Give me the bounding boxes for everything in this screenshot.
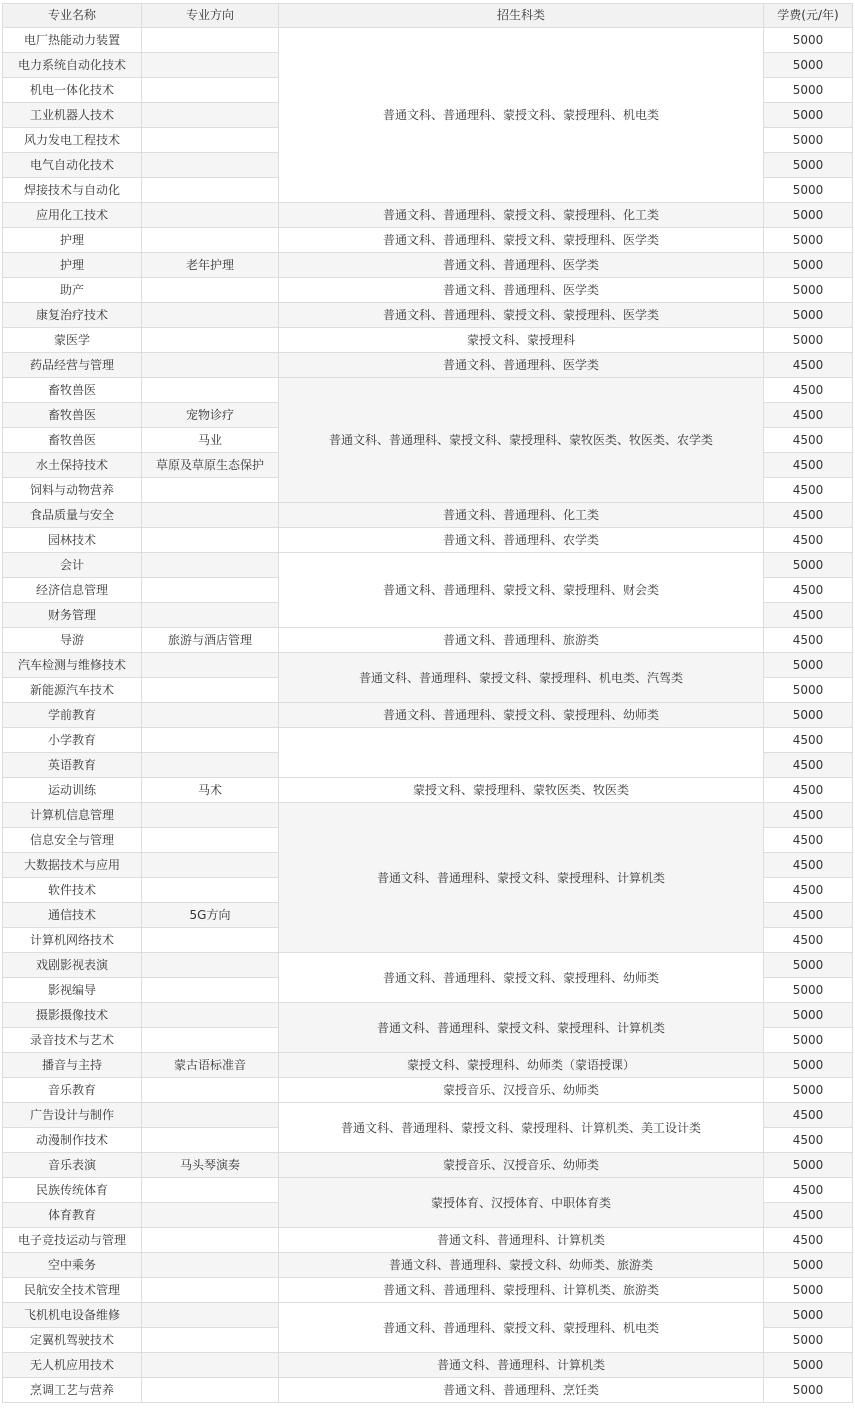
table-row: [3, 1078, 853, 1103]
direction-cell: [142, 1303, 279, 1328]
fee-cell: 5000: [764, 1353, 853, 1378]
major-name-cell: 园林技术: [3, 528, 142, 553]
major-name-cell: 英语教育: [3, 753, 142, 778]
direction-cell: [142, 328, 279, 353]
major-name-cell: 康复治疗技术: [3, 303, 142, 328]
fee-cell: 5000: [764, 1028, 853, 1053]
direction-cell: [142, 1003, 279, 1028]
major-name-cell: 戏剧影视表演: [3, 953, 142, 978]
header-direction: 专业方向: [142, 4, 279, 28]
major-name-cell: 饲料与动物营养: [3, 478, 142, 503]
direction-cell: 旅游与酒店管理: [142, 628, 279, 653]
direction-cell: [142, 753, 279, 778]
fee-cell: 4500: [764, 903, 853, 928]
direction-cell: 草原及草原生态保护: [142, 453, 279, 478]
fee-cell: 5000: [764, 278, 853, 303]
fee-cell: 4500: [764, 1228, 853, 1253]
direction-cell: [142, 853, 279, 878]
category-cell: 普通文科、普通理科、蒙授文科、蒙授理科、机电类: [279, 28, 764, 203]
category-cell: 普通文科、普通理科、蒙授文科、蒙授理科、医学类: [279, 303, 764, 328]
table-row: [3, 303, 853, 328]
major-name-cell: 播音与主持: [3, 1053, 142, 1078]
direction-cell: 马头琴演奏: [142, 1153, 279, 1178]
category-cell: 蒙授文科、蒙授理科、幼师类（蒙语授课）: [279, 1053, 764, 1078]
category-cell: 蒙授体育、汉授体育、中职体育类: [279, 1178, 764, 1228]
direction-cell: [142, 1378, 279, 1403]
fee-cell: 5000: [764, 153, 853, 178]
fee-cell: 5000: [764, 128, 853, 153]
fee-cell: 5000: [764, 553, 853, 578]
table-row: [3, 28, 853, 53]
table-row: [3, 1153, 853, 1178]
direction-cell: [142, 653, 279, 678]
major-name-cell: 电子竞技运动与管理: [3, 1228, 142, 1253]
table-row: [3, 953, 853, 978]
table-row: [3, 1353, 853, 1378]
major-name-cell: 无人机应用技术: [3, 1353, 142, 1378]
category-cell: 普通文科、普通理科、蒙授文科、蒙授理科、机电类: [279, 1303, 764, 1353]
table-row: [3, 1253, 853, 1278]
fee-cell: 5000: [764, 978, 853, 1003]
fee-cell: 4500: [764, 528, 853, 553]
direction-cell: [142, 1228, 279, 1253]
major-name-cell: 广告设计与制作: [3, 1103, 142, 1128]
table-row: [3, 1278, 853, 1303]
fee-cell: 4500: [764, 1203, 853, 1228]
major-name-cell: 焊接技术与自动化: [3, 178, 142, 203]
major-name-cell: 食品质量与安全: [3, 503, 142, 528]
fee-cell: 5000: [764, 303, 853, 328]
fee-cell: 5000: [764, 703, 853, 728]
category-cell: 普通文科、普通理科、旅游类: [279, 628, 764, 653]
direction-cell: 5G方向: [142, 903, 279, 928]
major-name-cell: 工业机器人技术: [3, 103, 142, 128]
category-cell: 普通文科、普通理科、蒙授文科、蒙授理科、财会类: [279, 553, 764, 628]
major-name-cell: 蒙医学: [3, 328, 142, 353]
fee-cell: 5000: [764, 228, 853, 253]
fee-cell: 4500: [764, 378, 853, 403]
table-row: [3, 728, 853, 753]
major-name-cell: 电力系统自动化技术: [3, 53, 142, 78]
category-cell: 普通文科、普通理科、烹饪类: [279, 1378, 764, 1403]
major-name-cell: 音乐表演: [3, 1153, 142, 1178]
fee-cell: 5000: [764, 253, 853, 278]
table-row: [3, 378, 853, 403]
fee-cell: 4500: [764, 828, 853, 853]
category-cell: 蒙授音乐、汉授音乐、幼师类: [279, 1153, 764, 1178]
direction-cell: [142, 1028, 279, 1053]
direction-cell: [142, 203, 279, 228]
table-row: [3, 778, 853, 803]
table-row: [3, 703, 853, 728]
major-name-cell: 护理: [3, 253, 142, 278]
table-body: [3, 28, 853, 1403]
direction-cell: [142, 1178, 279, 1203]
major-name-cell: 畜牧兽医: [3, 403, 142, 428]
major-name-cell: 电气自动化技术: [3, 153, 142, 178]
direction-cell: [142, 503, 279, 528]
category-cell: 普通文科、普通理科、蒙授文科、蒙授理科、幼师类: [279, 703, 764, 728]
major-name-cell: 民航安全技术管理: [3, 1278, 142, 1303]
category-cell: 蒙授文科、蒙授理科、蒙牧医类、牧医类: [279, 778, 764, 803]
major-name-cell: 水土保持技术: [3, 453, 142, 478]
table-row: [3, 553, 853, 578]
major-name-cell: 应用化工技术: [3, 203, 142, 228]
category-cell: 普通文科、普通理科、化工类: [279, 503, 764, 528]
direction-cell: [142, 1278, 279, 1303]
table-header-row: [3, 4, 853, 28]
table-row: [3, 503, 853, 528]
direction-cell: [142, 928, 279, 953]
major-name-cell: 民族传统体育: [3, 1178, 142, 1203]
direction-cell: [142, 953, 279, 978]
fee-cell: 4500: [764, 778, 853, 803]
direction-cell: [142, 53, 279, 78]
fee-cell: 4500: [764, 1178, 853, 1203]
direction-cell: [142, 303, 279, 328]
category-cell: 普通文科、普通理科、医学类: [279, 278, 764, 303]
fee-cell: 4500: [764, 353, 853, 378]
fee-cell: 5000: [764, 203, 853, 228]
major-name-cell: 飞机机电设备维修: [3, 1303, 142, 1328]
fee-cell: 5000: [764, 953, 853, 978]
direction-cell: [142, 803, 279, 828]
category-cell: 普通文科、普通理科、蒙授文科、蒙授理科、机电类、汽驾类: [279, 653, 764, 703]
fee-cell: 4500: [764, 403, 853, 428]
major-name-cell: 电厂热能动力装置: [3, 28, 142, 53]
category-cell: 普通文科、普通理科、计算机类: [279, 1228, 764, 1253]
major-name-cell: 畜牧兽医: [3, 378, 142, 403]
major-name-cell: 通信技术: [3, 903, 142, 928]
direction-cell: [142, 353, 279, 378]
fee-cell: 5000: [764, 1253, 853, 1278]
table-row: [3, 1378, 853, 1403]
major-name-cell: 导游: [3, 628, 142, 653]
fee-cell: 5000: [764, 103, 853, 128]
direction-cell: [142, 1253, 279, 1278]
category-cell: 普通文科、普通理科、医学类: [279, 353, 764, 378]
fee-cell: 5000: [764, 1303, 853, 1328]
table-row: [3, 1178, 853, 1203]
major-name-cell: 计算机网络技术: [3, 928, 142, 953]
direction-cell: [142, 678, 279, 703]
category-cell: 普通文科、普通理科、蒙授文科、蒙授理科、计算机类、美工设计类: [279, 1103, 764, 1153]
table-row: [3, 528, 853, 553]
major-name-cell: 信息安全与管理: [3, 828, 142, 853]
fee-cell: 5000: [764, 678, 853, 703]
direction-cell: [142, 553, 279, 578]
fee-cell: 5000: [764, 1003, 853, 1028]
major-name-cell: 空中乘务: [3, 1253, 142, 1278]
category-cell: 普通文科、普通理科、蒙授文科、蒙授理科、蒙牧医类、牧医类、农学类: [279, 378, 764, 503]
fee-cell: 4500: [764, 603, 853, 628]
category-cell: 普通文科、普通理科、蒙授文科、蒙授理科、医学类: [279, 228, 764, 253]
major-name-cell: 小学教育: [3, 728, 142, 753]
table-row: [3, 1003, 853, 1028]
major-name-cell: 动漫制作技术: [3, 1128, 142, 1153]
major-name-cell: 定翼机驾驶技术: [3, 1328, 142, 1353]
fee-cell: 5000: [764, 653, 853, 678]
fee-cell: 5000: [764, 78, 853, 103]
fee-cell: 5000: [764, 28, 853, 53]
direction-cell: [142, 1103, 279, 1128]
direction-cell: [142, 128, 279, 153]
major-name-cell: 风力发电工程技术: [3, 128, 142, 153]
table-row: [3, 653, 853, 678]
header-major: 专业名称: [3, 4, 142, 28]
category-cell: 蒙授文科、蒙授理科: [279, 328, 764, 353]
fee-cell: 4500: [764, 478, 853, 503]
major-name-cell: 烹调工艺与营养: [3, 1378, 142, 1403]
fee-cell: 4500: [764, 928, 853, 953]
table-row: [3, 628, 853, 653]
major-name-cell: 畜牧兽医: [3, 428, 142, 453]
direction-cell: [142, 278, 279, 303]
direction-cell: [142, 728, 279, 753]
table-row: [3, 1228, 853, 1253]
direction-cell: 马术: [142, 778, 279, 803]
table-row: [3, 253, 853, 278]
major-name-cell: 计算机信息管理: [3, 803, 142, 828]
category-cell: 普通文科、普通理科、农学类: [279, 528, 764, 553]
fee-cell: 5000: [764, 53, 853, 78]
major-name-cell: 新能源汽车技术: [3, 678, 142, 703]
direction-cell: [142, 1078, 279, 1103]
fee-cell: 4500: [764, 628, 853, 653]
major-name-cell: 大数据技术与应用: [3, 853, 142, 878]
direction-cell: [142, 1328, 279, 1353]
fee-cell: 4500: [764, 428, 853, 453]
major-name-cell: 会计: [3, 553, 142, 578]
direction-cell: [142, 103, 279, 128]
major-name-cell: 影视编导: [3, 978, 142, 1003]
category-cell: 普通文科、普通理科、蒙授文科、蒙授理科、计算机类: [279, 803, 764, 953]
fee-cell: 5000: [764, 1078, 853, 1103]
enrollment-table: [2, 3, 853, 1403]
direction-cell: [142, 703, 279, 728]
direction-cell: [142, 153, 279, 178]
major-name-cell: 经济信息管理: [3, 578, 142, 603]
fee-cell: 5000: [764, 328, 853, 353]
category-cell: [279, 728, 764, 778]
fee-cell: 5000: [764, 1053, 853, 1078]
direction-cell: [142, 1203, 279, 1228]
category-cell: 普通文科、普通理科、蒙授理科、计算机类、旅游类: [279, 1278, 764, 1303]
table-row: [3, 203, 853, 228]
direction-cell: [142, 828, 279, 853]
major-name-cell: 机电一体化技术: [3, 78, 142, 103]
direction-cell: [142, 28, 279, 53]
direction-cell: [142, 978, 279, 1003]
table-row: [3, 353, 853, 378]
direction-cell: [142, 228, 279, 253]
direction-cell: [142, 878, 279, 903]
table-row: [3, 1103, 853, 1128]
fee-cell: 5000: [764, 178, 853, 203]
major-name-cell: 体育教育: [3, 1203, 142, 1228]
major-name-cell: 学前教育: [3, 703, 142, 728]
category-cell: 普通文科、普通理科、医学类: [279, 253, 764, 278]
fee-cell: 4500: [764, 853, 853, 878]
fee-cell: 4500: [764, 753, 853, 778]
direction-cell: [142, 378, 279, 403]
direction-cell: [142, 178, 279, 203]
category-cell: 蒙授音乐、汉授音乐、幼师类: [279, 1078, 764, 1103]
major-name-cell: 护理: [3, 228, 142, 253]
table-row: [3, 228, 853, 253]
fee-cell: 5000: [764, 1278, 853, 1303]
fee-cell: 4500: [764, 453, 853, 478]
direction-cell: [142, 1128, 279, 1153]
direction-cell: 蒙古语标准音: [142, 1053, 279, 1078]
major-name-cell: 音乐教育: [3, 1078, 142, 1103]
fee-cell: 4500: [764, 503, 853, 528]
direction-cell: [142, 478, 279, 503]
table-row: [3, 1303, 853, 1328]
category-cell: 普通文科、普通理科、蒙授文科、蒙授理科、计算机类: [279, 1003, 764, 1053]
major-name-cell: 摄影摄像技术: [3, 1003, 142, 1028]
major-name-cell: 运动训练: [3, 778, 142, 803]
header-category: 招生科类: [279, 4, 764, 28]
major-name-cell: 录音技术与艺术: [3, 1028, 142, 1053]
direction-cell: 老年护理: [142, 253, 279, 278]
table-row: [3, 803, 853, 828]
table-row: [3, 278, 853, 303]
fee-cell: 4500: [764, 803, 853, 828]
direction-cell: 马业: [142, 428, 279, 453]
category-cell: 普通文科、普通理科、计算机类: [279, 1353, 764, 1378]
direction-cell: [142, 528, 279, 553]
major-name-cell: 财务管理: [3, 603, 142, 628]
direction-cell: 宠物诊疗: [142, 403, 279, 428]
category-cell: 普通文科、普通理科、蒙授文科、幼师类、旅游类: [279, 1253, 764, 1278]
table-row: [3, 1053, 853, 1078]
fee-cell: 4500: [764, 878, 853, 903]
header-fee: 学费(元/年): [764, 4, 853, 28]
direction-cell: [142, 603, 279, 628]
fee-cell: 5000: [764, 1153, 853, 1178]
category-cell: 普通文科、普通理科、蒙授文科、蒙授理科、化工类: [279, 203, 764, 228]
direction-cell: [142, 578, 279, 603]
fee-cell: 4500: [764, 1128, 853, 1153]
direction-cell: [142, 1353, 279, 1378]
major-name-cell: 助产: [3, 278, 142, 303]
direction-cell: [142, 78, 279, 103]
fee-cell: 4500: [764, 728, 853, 753]
category-cell: 普通文科、普通理科、蒙授文科、蒙授理科、幼师类: [279, 953, 764, 1003]
major-name-cell: 药品经营与管理: [3, 353, 142, 378]
fee-cell: 5000: [764, 1378, 853, 1403]
table-row: [3, 328, 853, 353]
major-name-cell: 软件技术: [3, 878, 142, 903]
fee-cell: 4500: [764, 1103, 853, 1128]
major-name-cell: 汽车检测与维修技术: [3, 653, 142, 678]
fee-cell: 4500: [764, 578, 853, 603]
fee-cell: 5000: [764, 1328, 853, 1353]
